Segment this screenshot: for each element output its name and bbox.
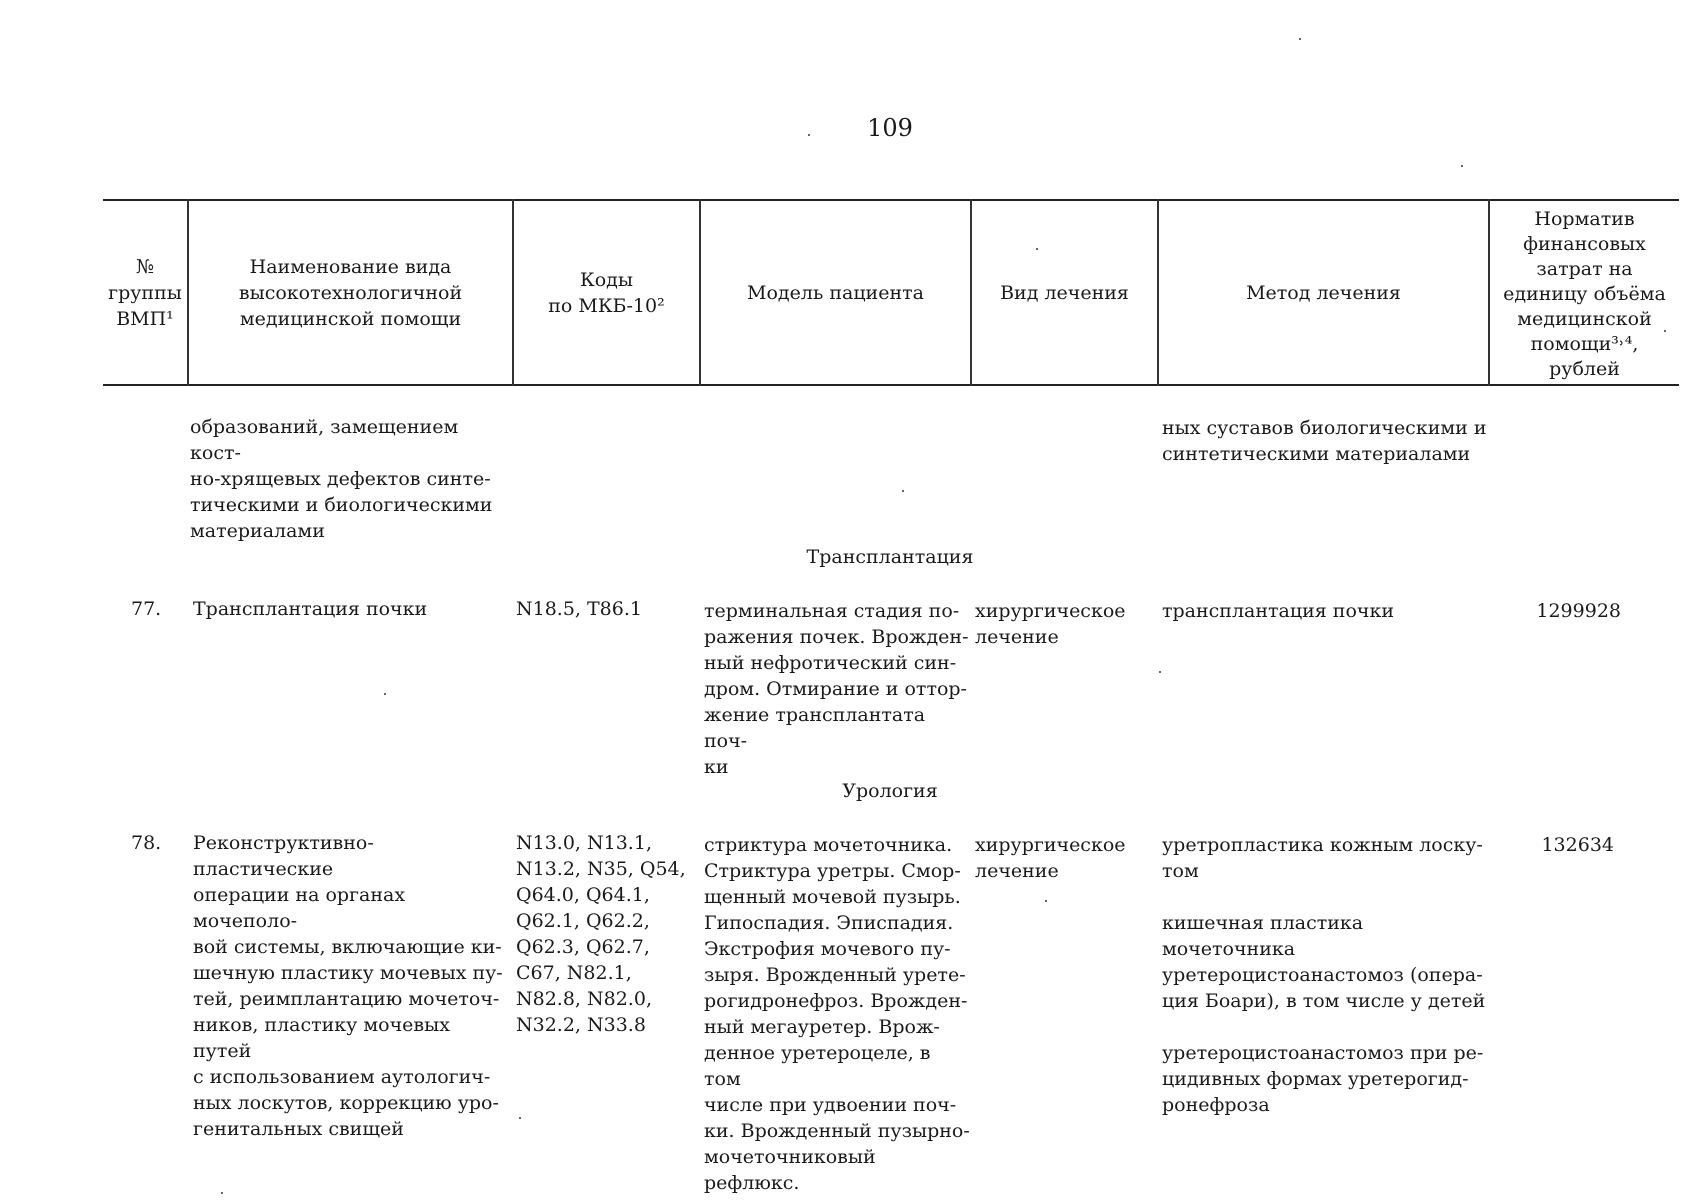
treatment-method: трансплантация почки bbox=[1162, 600, 1394, 622]
header-cost-standard: Норматив финансовых затрат на единицу объёма медицинской помощи³˒⁴, рублей bbox=[1503, 208, 1666, 380]
section-title-urology: Урология bbox=[842, 780, 938, 802]
scan-speck bbox=[902, 490, 904, 492]
scan-speck bbox=[1461, 165, 1463, 167]
page-number: 109 bbox=[867, 114, 913, 142]
care-type-name: Трансплантация почки bbox=[193, 598, 428, 620]
section-title-transplantation: Трансплантация bbox=[806, 546, 974, 568]
scan-speck bbox=[519, 1117, 521, 1119]
icd-codes: N18.5, T86.1 bbox=[516, 598, 642, 620]
patient-model: терминальная стадия по- ражения почек. Врожден- ный нефротический син- дром. Отмирание и оттор- жение трансплантата поч- ки bbox=[704, 600, 969, 778]
table-header-bottom-rule bbox=[103, 384, 1679, 386]
scan-speck bbox=[1299, 38, 1301, 40]
cost-value: 1299928 bbox=[1536, 600, 1621, 622]
row-number: 77. bbox=[131, 598, 162, 620]
care-type-name: Реконструктивно-пластические операции на органах мочеполо- вой системы, включающие ки- шечную пластику мочевых пу- тей, реимплантацию мочеточ- ников, пластику мочевых путей с использованием аутологич- ных лоскутов, коррекцию уро- генитальных свищей bbox=[193, 832, 503, 1140]
scan-speck bbox=[1159, 671, 1161, 673]
scan-speck bbox=[221, 1192, 223, 1194]
header-group-number: № группы ВМП¹ bbox=[108, 255, 182, 330]
header-treatment-method: Метод лечения bbox=[1246, 281, 1401, 304]
scan-speck bbox=[808, 134, 810, 136]
scan-speck bbox=[1045, 900, 1047, 902]
header-patient-model: Модель пациента bbox=[747, 281, 924, 304]
treatment-method: уретероцистоанастомоз (опера- ция Боари), в том числе у детей bbox=[1162, 964, 1486, 1012]
patient-model: стриктура мочеточника. Стриктура уретры. Смор- щенный мочевой пузырь. Гипоспадия. Эписпадия. Экстрофия мочевого пу- зыря. Врожденный урете- рогидронефроз. Врожден- ный мегауретер. Врож- денное уретероцеле, в том числе при удвоении поч- ки. Врожденный пузырно- мочеточниковый рефлюкс. bbox=[704, 834, 970, 1194]
continuation-method-text: ных суставов биологическими и синтетическими материалами bbox=[1162, 417, 1487, 465]
treatment-type: хирургическое лечение bbox=[975, 600, 1126, 648]
row-number: 78. bbox=[131, 832, 162, 854]
icd-codes: N13.0, N13.1, N13.2, N35, Q54, Q64.0, Q64.1, Q62.1, Q62.2, Q62.3, Q62.7, C67, N82.1, N82.8, N82.0, N32.2, N33.8 bbox=[516, 832, 686, 1036]
treatment-method: уретропластика кожным лоску- том bbox=[1162, 834, 1483, 882]
cost-value: 132634 bbox=[1541, 834, 1614, 856]
continuation-name-text: образований, замещением кост- но-хрящевых дефектов синте- тическими и биологическими материалами bbox=[190, 416, 493, 542]
header-treatment-type: Вид лечения bbox=[1000, 281, 1129, 304]
treatment-method: кишечная пластика мочеточника bbox=[1162, 912, 1364, 960]
treatment-method: уретероцистоанастомоз при ре- цидивных формах уретерогид- ронефроза bbox=[1162, 1042, 1484, 1116]
treatment-type: хирургическое лечение bbox=[975, 834, 1126, 882]
header-icd-codes: Коды по МКБ-10² bbox=[548, 268, 665, 317]
scan-speck bbox=[384, 693, 386, 695]
header-care-type-name: Наименование вида высокотехнологичной медицинской помощи bbox=[238, 255, 463, 330]
